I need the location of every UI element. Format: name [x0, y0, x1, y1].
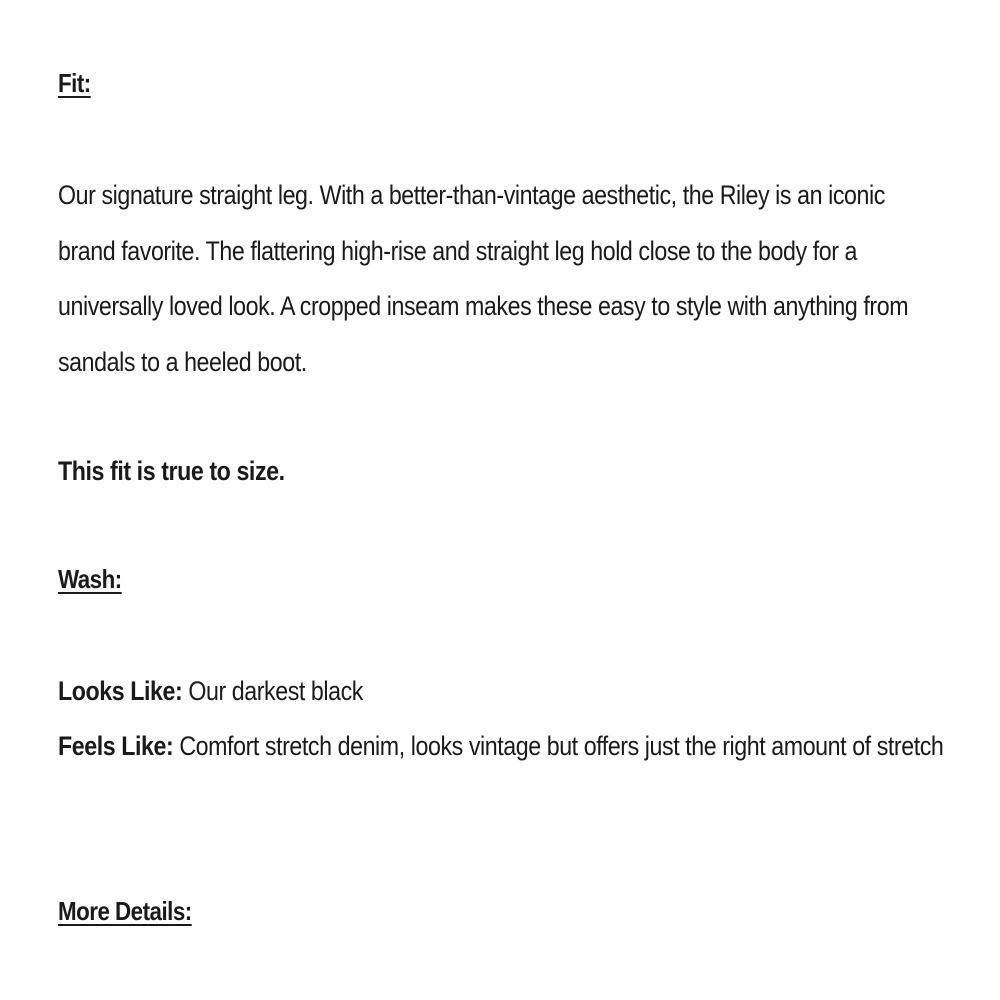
more-details-heading[interactable]: More Details:	[58, 896, 192, 926]
feels-like-line	[58, 719, 948, 775]
looks-like-label: Looks Like:	[58, 676, 183, 706]
feels-like-value: Comfort stretch denim, looks vintage but offers just the right amount of stretch	[179, 731, 944, 761]
fit-description: Our signature straight leg. With a better-than-vintage aesthetic, the Riley is an iconic brand favorite. The flattering high-rise and straight leg hold close to the body for a universally loved look. A cropped inseam makes these easy to style with anything from sandals to a heeled boot.	[58, 180, 909, 377]
looks-like-value: Our darkest black	[188, 676, 363, 706]
size-note: This fit is true to size.	[58, 456, 285, 486]
wash-heading: Wash:	[58, 564, 122, 594]
feels-like-label: Feels Like:	[58, 731, 174, 761]
looks-like-line	[58, 664, 948, 720]
fit-heading: Fit:	[58, 68, 91, 98]
